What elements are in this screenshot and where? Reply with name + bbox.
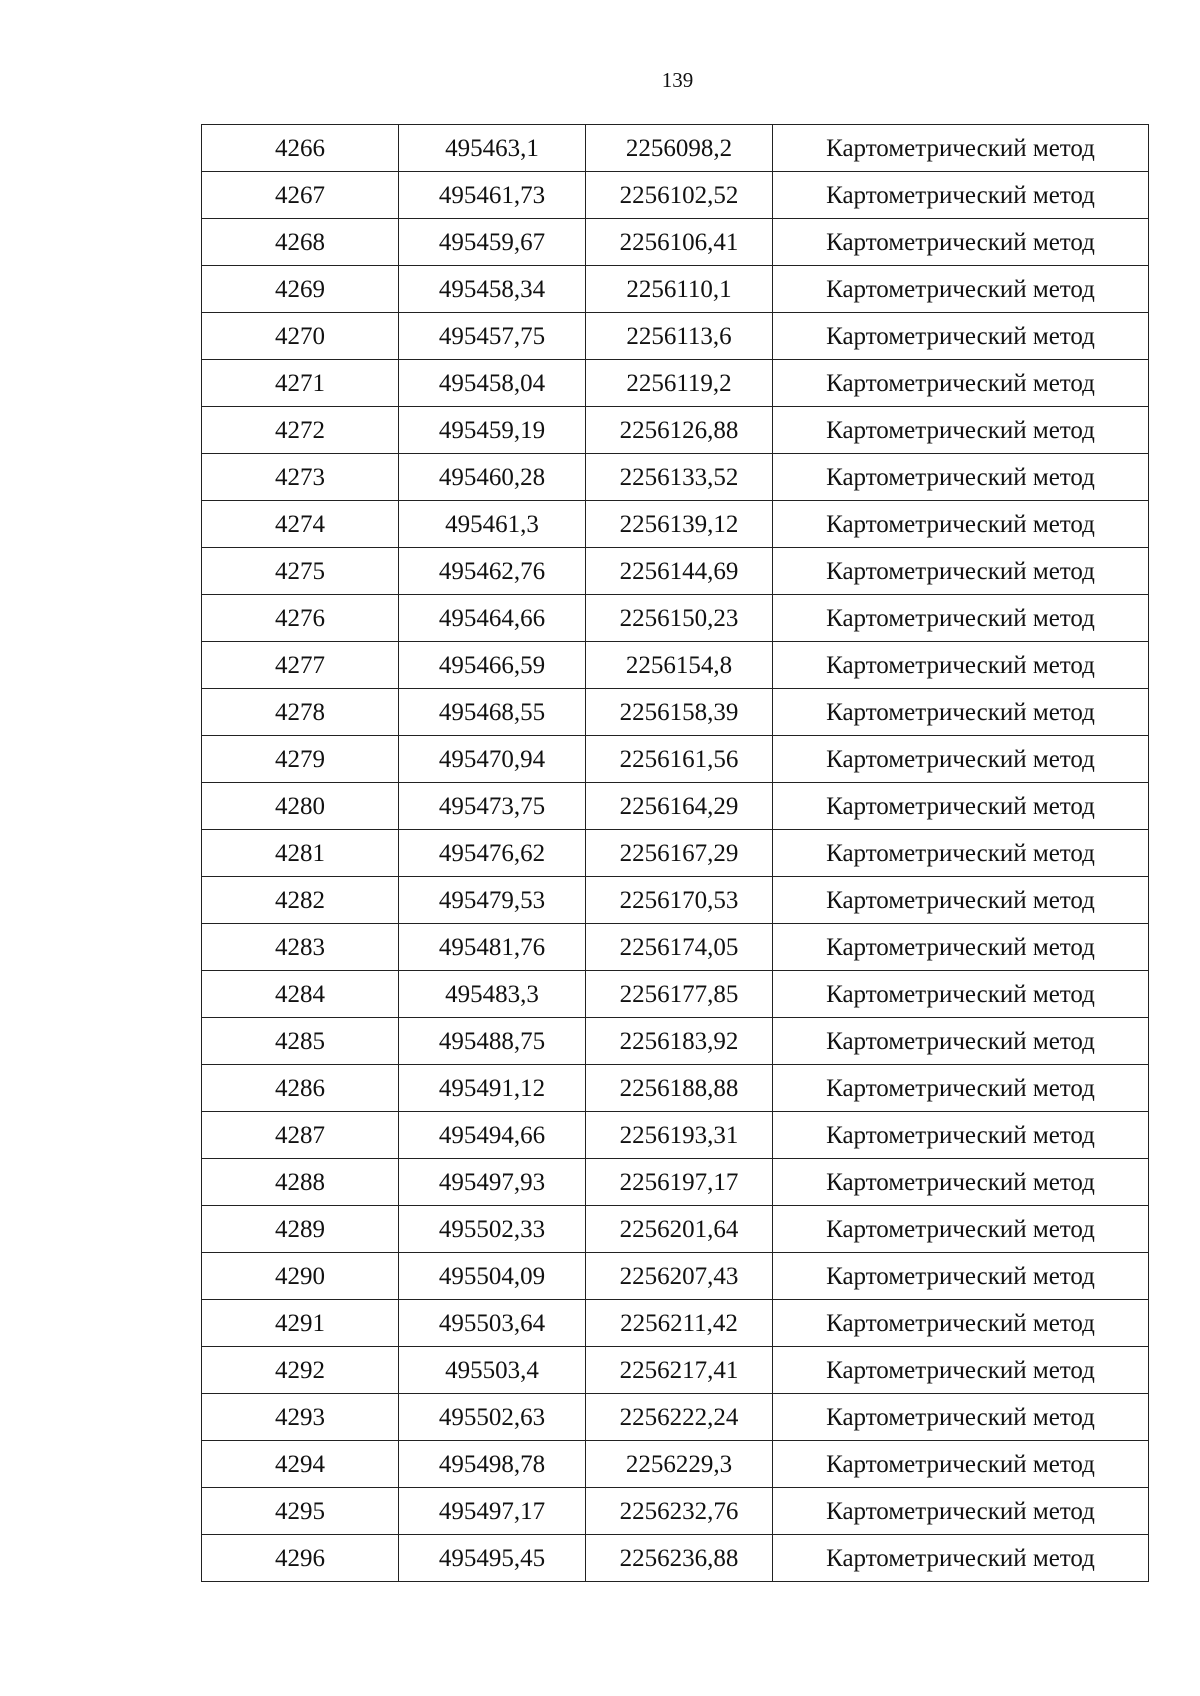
y-coordinate-cell: 2256193,31 bbox=[586, 1112, 773, 1159]
method-cell: Картометрический метод bbox=[773, 219, 1149, 266]
y-coordinate-cell: 2256102,52 bbox=[586, 172, 773, 219]
point-number-cell: 4283 bbox=[202, 924, 399, 971]
point-number-cell: 4291 bbox=[202, 1300, 399, 1347]
table-row bbox=[202, 1441, 1149, 1488]
point-number-cell: 4275 bbox=[202, 548, 399, 595]
method-cell: Картометрический метод bbox=[773, 313, 1149, 360]
point-number-cell: 4274 bbox=[202, 501, 399, 548]
y-coordinate-cell: 2256211,42 bbox=[586, 1300, 773, 1347]
x-coordinate-cell: 495468,55 bbox=[399, 689, 586, 736]
table-row bbox=[202, 172, 1149, 219]
table-row bbox=[202, 407, 1149, 454]
method-cell: Картометрический метод bbox=[773, 595, 1149, 642]
method-cell: Картометрический метод bbox=[773, 642, 1149, 689]
point-number-cell: 4277 bbox=[202, 642, 399, 689]
x-coordinate-cell: 495461,3 bbox=[399, 501, 586, 548]
method-cell: Картометрический метод bbox=[773, 172, 1149, 219]
table-row bbox=[202, 1018, 1149, 1065]
method-cell: Картометрический метод bbox=[773, 1159, 1149, 1206]
point-number-cell: 4268 bbox=[202, 219, 399, 266]
x-coordinate-cell: 495504,09 bbox=[399, 1253, 586, 1300]
table-row bbox=[202, 1347, 1149, 1394]
point-number-cell: 4281 bbox=[202, 830, 399, 877]
x-coordinate-cell: 495502,33 bbox=[399, 1206, 586, 1253]
table-row bbox=[202, 313, 1149, 360]
y-coordinate-cell: 2256154,8 bbox=[586, 642, 773, 689]
y-coordinate-cell: 2256207,43 bbox=[586, 1253, 773, 1300]
x-coordinate-cell: 495495,45 bbox=[399, 1535, 586, 1582]
x-coordinate-cell: 495491,12 bbox=[399, 1065, 586, 1112]
table-row bbox=[202, 1159, 1149, 1206]
x-coordinate-cell: 495458,04 bbox=[399, 360, 586, 407]
method-cell: Картометрический метод bbox=[773, 924, 1149, 971]
point-number-cell: 4272 bbox=[202, 407, 399, 454]
method-cell: Картометрический метод bbox=[773, 1347, 1149, 1394]
y-coordinate-cell: 2256183,92 bbox=[586, 1018, 773, 1065]
table-row bbox=[202, 219, 1149, 266]
table-row bbox=[202, 1488, 1149, 1535]
table-row bbox=[202, 1206, 1149, 1253]
y-coordinate-cell: 2256164,29 bbox=[586, 783, 773, 830]
point-number-cell: 4286 bbox=[202, 1065, 399, 1112]
y-coordinate-cell: 2256217,41 bbox=[586, 1347, 773, 1394]
x-coordinate-cell: 495481,76 bbox=[399, 924, 586, 971]
point-number-cell: 4267 bbox=[202, 172, 399, 219]
y-coordinate-cell: 2256188,88 bbox=[586, 1065, 773, 1112]
method-cell: Картометрический метод bbox=[773, 501, 1149, 548]
y-coordinate-cell: 2256119,2 bbox=[586, 360, 773, 407]
method-cell: Картометрический метод bbox=[773, 454, 1149, 501]
method-cell: Картометрический метод bbox=[773, 877, 1149, 924]
x-coordinate-cell: 495473,75 bbox=[399, 783, 586, 830]
table-row bbox=[202, 830, 1149, 877]
table-row bbox=[202, 1394, 1149, 1441]
y-coordinate-cell: 2256177,85 bbox=[586, 971, 773, 1018]
x-coordinate-cell: 495457,75 bbox=[399, 313, 586, 360]
y-coordinate-cell: 2256126,88 bbox=[586, 407, 773, 454]
x-coordinate-cell: 495464,66 bbox=[399, 595, 586, 642]
coordinates-table bbox=[201, 124, 1149, 1582]
x-coordinate-cell: 495497,17 bbox=[399, 1488, 586, 1535]
point-number-cell: 4282 bbox=[202, 877, 399, 924]
point-number-cell: 4279 bbox=[202, 736, 399, 783]
point-number-cell: 4270 bbox=[202, 313, 399, 360]
y-coordinate-cell: 2256229,3 bbox=[586, 1441, 773, 1488]
method-cell: Картометрический метод bbox=[773, 783, 1149, 830]
point-number-cell: 4294 bbox=[202, 1441, 399, 1488]
method-cell: Картометрический метод bbox=[773, 1488, 1149, 1535]
x-coordinate-cell: 495503,4 bbox=[399, 1347, 586, 1394]
x-coordinate-cell: 495462,76 bbox=[399, 548, 586, 595]
method-cell: Картометрический метод bbox=[773, 360, 1149, 407]
y-coordinate-cell: 2256161,56 bbox=[586, 736, 773, 783]
table-row bbox=[202, 266, 1149, 313]
table-row bbox=[202, 548, 1149, 595]
table-row bbox=[202, 1535, 1149, 1582]
y-coordinate-cell: 2256144,69 bbox=[586, 548, 773, 595]
method-cell: Картометрический метод bbox=[773, 266, 1149, 313]
point-number-cell: 4288 bbox=[202, 1159, 399, 1206]
x-coordinate-cell: 495466,59 bbox=[399, 642, 586, 689]
x-coordinate-cell: 495488,75 bbox=[399, 1018, 586, 1065]
y-coordinate-cell: 2256139,12 bbox=[586, 501, 773, 548]
y-coordinate-cell: 2256170,53 bbox=[586, 877, 773, 924]
method-cell: Картометрический метод bbox=[773, 548, 1149, 595]
point-number-cell: 4285 bbox=[202, 1018, 399, 1065]
table-row bbox=[202, 1112, 1149, 1159]
point-number-cell: 4296 bbox=[202, 1535, 399, 1582]
method-cell: Картометрический метод bbox=[773, 1018, 1149, 1065]
x-coordinate-cell: 495494,66 bbox=[399, 1112, 586, 1159]
y-coordinate-cell: 2256174,05 bbox=[586, 924, 773, 971]
point-number-cell: 4289 bbox=[202, 1206, 399, 1253]
point-number-cell: 4290 bbox=[202, 1253, 399, 1300]
point-number-cell: 4295 bbox=[202, 1488, 399, 1535]
y-coordinate-cell: 2256158,39 bbox=[586, 689, 773, 736]
x-coordinate-cell: 495458,34 bbox=[399, 266, 586, 313]
x-coordinate-cell: 495483,3 bbox=[399, 971, 586, 1018]
method-cell: Картометрический метод bbox=[773, 407, 1149, 454]
table-row bbox=[202, 689, 1149, 736]
x-coordinate-cell: 495479,53 bbox=[399, 877, 586, 924]
table-row bbox=[202, 595, 1149, 642]
x-coordinate-cell: 495470,94 bbox=[399, 736, 586, 783]
y-coordinate-cell: 2256197,17 bbox=[586, 1159, 773, 1206]
table-row bbox=[202, 642, 1149, 689]
table-row bbox=[202, 736, 1149, 783]
x-coordinate-cell: 495460,28 bbox=[399, 454, 586, 501]
x-coordinate-cell: 495459,67 bbox=[399, 219, 586, 266]
x-coordinate-cell: 495497,93 bbox=[399, 1159, 586, 1206]
point-number-cell: 4276 bbox=[202, 595, 399, 642]
y-coordinate-cell: 2256236,88 bbox=[586, 1535, 773, 1582]
y-coordinate-cell: 2256167,29 bbox=[586, 830, 773, 877]
x-coordinate-cell: 495498,78 bbox=[399, 1441, 586, 1488]
table-row bbox=[202, 971, 1149, 1018]
method-cell: Картометрический метод bbox=[773, 830, 1149, 877]
y-coordinate-cell: 2256222,24 bbox=[586, 1394, 773, 1441]
point-number-cell: 4292 bbox=[202, 1347, 399, 1394]
method-cell: Картометрический метод bbox=[773, 1065, 1149, 1112]
table-row bbox=[202, 1065, 1149, 1112]
point-number-cell: 4284 bbox=[202, 971, 399, 1018]
point-number-cell: 4269 bbox=[202, 266, 399, 313]
x-coordinate-cell: 495463,1 bbox=[399, 125, 586, 172]
method-cell: Картометрический метод bbox=[773, 689, 1149, 736]
method-cell: Картометрический метод bbox=[773, 1394, 1149, 1441]
method-cell: Картометрический метод bbox=[773, 1253, 1149, 1300]
table-body bbox=[202, 125, 1149, 1582]
method-cell: Картометрический метод bbox=[773, 1112, 1149, 1159]
point-number-cell: 4287 bbox=[202, 1112, 399, 1159]
table-row bbox=[202, 1253, 1149, 1300]
x-coordinate-cell: 495461,73 bbox=[399, 172, 586, 219]
point-number-cell: 4280 bbox=[202, 783, 399, 830]
y-coordinate-cell: 2256110,1 bbox=[586, 266, 773, 313]
y-coordinate-cell: 2256098,2 bbox=[586, 125, 773, 172]
y-coordinate-cell: 2256133,52 bbox=[586, 454, 773, 501]
x-coordinate-cell: 495459,19 bbox=[399, 407, 586, 454]
table-row bbox=[202, 783, 1149, 830]
y-coordinate-cell: 2256201,64 bbox=[586, 1206, 773, 1253]
point-number-cell: 4266 bbox=[202, 125, 399, 172]
method-cell: Картометрический метод bbox=[773, 1535, 1149, 1582]
point-number-cell: 4293 bbox=[202, 1394, 399, 1441]
method-cell: Картометрический метод bbox=[773, 125, 1149, 172]
point-number-cell: 4273 bbox=[202, 454, 399, 501]
table-row bbox=[202, 454, 1149, 501]
method-cell: Картометрический метод bbox=[773, 1300, 1149, 1347]
x-coordinate-cell: 495503,64 bbox=[399, 1300, 586, 1347]
method-cell: Картометрический метод bbox=[773, 1206, 1149, 1253]
y-coordinate-cell: 2256106,41 bbox=[586, 219, 773, 266]
method-cell: Картометрический метод bbox=[773, 971, 1149, 1018]
method-cell: Картометрический метод bbox=[773, 736, 1149, 783]
table-row bbox=[202, 501, 1149, 548]
method-cell: Картометрический метод bbox=[773, 1441, 1149, 1488]
page-number: 139 bbox=[661, 68, 694, 92]
table-row bbox=[202, 1300, 1149, 1347]
table-row bbox=[202, 924, 1149, 971]
x-coordinate-cell: 495502,63 bbox=[399, 1394, 586, 1441]
table-row bbox=[202, 360, 1149, 407]
y-coordinate-cell: 2256150,23 bbox=[586, 595, 773, 642]
table-row bbox=[202, 877, 1149, 924]
point-number-cell: 4278 bbox=[202, 689, 399, 736]
y-coordinate-cell: 2256232,76 bbox=[586, 1488, 773, 1535]
point-number-cell: 4271 bbox=[202, 360, 399, 407]
x-coordinate-cell: 495476,62 bbox=[399, 830, 586, 877]
y-coordinate-cell: 2256113,6 bbox=[586, 313, 773, 360]
table-row bbox=[202, 125, 1149, 172]
